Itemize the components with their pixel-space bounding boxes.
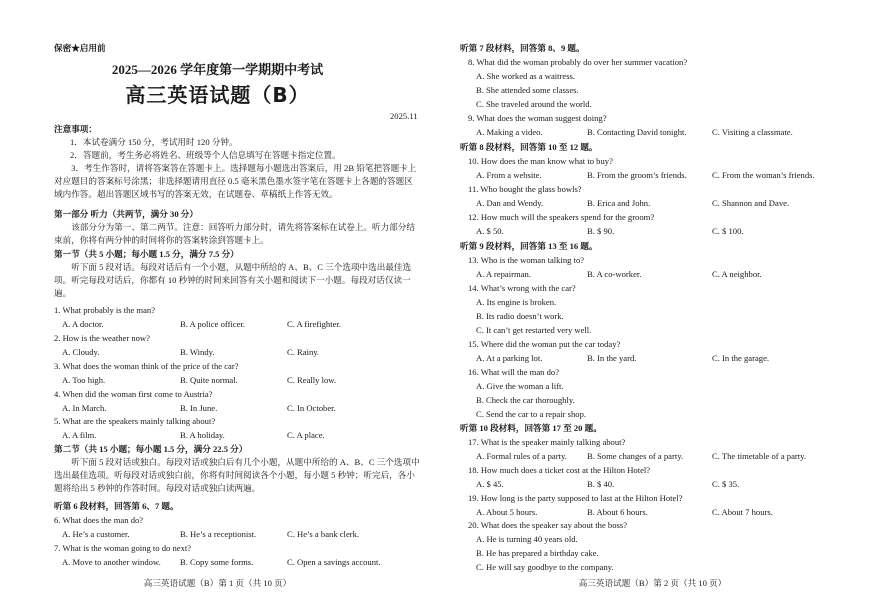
q8-option-c: C. She traveled around the world. (476, 99, 592, 109)
material-8-heading: 听第 8 段材料，回答第 10 至 12 题。 (460, 142, 598, 152)
question-11: 11. Who bought the glass bowls? (468, 184, 582, 194)
q11-option-b: B. Erica and John. (587, 198, 651, 208)
q16-option-b: B. Check the car thoroughly. (476, 395, 575, 405)
q10-option-b: B. From the groom’s friends. (587, 170, 687, 180)
q9-option-b: B. Contacting David tonight. (587, 127, 687, 137)
q1-option-c: C. A firefighter. (287, 319, 341, 329)
page-title: 高三英语试题（B） (125, 83, 310, 107)
q4-option-a: A. In March. (62, 403, 107, 413)
q7-option-c: C. Open a savings account. (287, 557, 381, 567)
secret-label: 保密★启用前 (54, 43, 106, 53)
exam-title: 2025—2026 学年度第一学期期中考试 (111, 62, 324, 77)
material-9-heading: 听第 9 段材料，回答第 13 至 16 题。 (460, 241, 598, 251)
question-13: 13. Who is the woman talking to? (468, 255, 585, 265)
q19-option-b: B. About 6 hours. (587, 507, 648, 517)
page-footer: 高三英语试题（B）第 1 页（共 10 页） (143, 578, 292, 588)
q11-option-c: C. Shannon and Dave. (712, 198, 790, 208)
q8-option-a: A. She worked as a waitress. (476, 71, 576, 81)
question-3: 3. What does the woman think of the price of the car? (54, 361, 239, 371)
q17-option-c: C. The timetable of a party. (712, 451, 807, 461)
page-footer: 高三英语试题（B）第 2 页（共 10 页） (578, 578, 727, 588)
q18-option-a: A. $ 45. (476, 479, 504, 489)
q6-option-c: C. He’s a bank clerk. (287, 529, 360, 539)
q3-option-c: C. Really low. (287, 375, 337, 385)
section2-title: 第二节（共 15 小题；每小题 1.5 分，满分 22.5 分） (54, 444, 248, 454)
question-16: 16. What will the man do? (468, 367, 560, 377)
q14-option-a: A. Its engine is broken. (476, 297, 557, 307)
question-19: 19. How long is the party supposed to last at the Hilton Hotel? (468, 493, 683, 503)
q12-option-b: B. $ 90. (587, 226, 615, 236)
q20-option-c: C. He will say goodbye to the company. (476, 562, 614, 572)
notice-item-2: 2．答题前，考生务必将姓名、班级等个人信息填写在答题卡指定位置。 (70, 150, 341, 160)
question-15: 15. Where did the woman put the car today? (468, 339, 621, 349)
exam-date: 2025.11 (390, 111, 418, 121)
part1-intro: 该部分分为第一、第二两节。注意：回答听力部分时，请先将答案标在试卷上。听力部分结束前，你将有两分钟的时间将你的答案转涂到答题卡上。 (54, 222, 415, 245)
q20-option-a: A. He is turning 40 years old. (476, 534, 578, 544)
q4-option-b: B. In June. (180, 403, 218, 413)
q12-option-c: C. $ 100. (712, 226, 744, 236)
question-14: 14. What’s wrong with the car? (468, 283, 576, 293)
question-4: 4. When did the woman first come to Austria? (54, 389, 213, 399)
q18-option-c: C. $ 35. (712, 479, 740, 489)
material-7-heading: 听第 7 段材料，回答第 8、9 题。 (460, 43, 585, 53)
q7-option-a: A. Move to another window. (62, 557, 161, 567)
notice-item-1: 1．本试卷满分 150 分，考试用时 120 分钟。 (70, 137, 238, 147)
page-2 (435, 0, 870, 615)
q10-option-a: A. From a website. (476, 170, 542, 180)
q5-option-a: A. A film. (62, 430, 97, 440)
q17-option-a: A. Formal rules of a party. (476, 451, 567, 461)
section2-intro: 听下面 5 段对话或独白。每段对话或独白后有几个小题，从题中所给的 A、B、C 三个选项中选出最佳选项。听每段对话或独白前，你将有时间阅读各个小题，每小题 5 秒钟；听完后，各小题将给出 5 秒钟的作答时间。每段对话或独白读两遍。 (54, 457, 420, 493)
part1-title: 第一部分 听力（共两节，满分 30 分） (54, 209, 198, 219)
q5-option-c: C. A place. (287, 430, 325, 440)
question-2: 2. How is the weather now? (54, 333, 150, 343)
material-10-heading: 听第 10 段材料，回答第 17 至 20 题。 (460, 423, 602, 433)
q15-option-c: C. In the garage. (712, 353, 770, 363)
q10-option-c: C. From the woman’s friends. (712, 170, 815, 180)
question-6: 6. What does the man do? (54, 515, 144, 525)
q12-option-a: A. $ 50. (476, 226, 504, 236)
question-7: 7. What is the woman going to do next? (54, 543, 192, 553)
q15-option-b: B. In the yard. (587, 353, 637, 363)
question-8: 8. What did the woman probably do over her summer vacation? (468, 57, 688, 67)
material-6-heading: 听第 6 段材料，回答第 6、7 题。 (54, 501, 179, 511)
q8-option-b: B. She attended some classes. (476, 85, 579, 95)
q6-option-a: A. He’s a customer. (62, 529, 130, 539)
q14-option-c: C. It can’t get restarted very well. (476, 325, 592, 335)
q5-option-b: B. A holiday. (180, 430, 225, 440)
q13-option-c: C. A neighbor. (712, 269, 762, 279)
question-17: 17. What is the speaker mainly talking about? (468, 437, 626, 447)
q2-option-a: A. Cloudy. (62, 347, 100, 357)
q20-option-b: B. He has prepared a birthday cake. (476, 548, 599, 558)
q11-option-a: A. Dan and Wendy. (476, 198, 544, 208)
q2-option-c: C. Rainy. (287, 347, 320, 357)
q13-option-b: B. A co-worker. (587, 269, 642, 279)
q18-option-b: B. $ 40. (587, 479, 615, 489)
q9-option-a: A. Making a video. (476, 127, 543, 137)
q1-option-a: A. A doctor. (62, 319, 104, 329)
question-18: 18. How much does a ticket cost at the Hilton Hotel? (468, 465, 651, 475)
q7-option-b: B. Copy some forms. (180, 557, 254, 567)
q13-option-a: A. A repairman. (476, 269, 531, 279)
question-10: 10. How does the man know what to buy? (468, 156, 613, 166)
q16-option-c: C. Send the car to a repair shop. (476, 409, 587, 419)
question-1: 1. What probably is the man? (54, 305, 156, 315)
q3-option-b: B. Quite normal. (180, 375, 238, 385)
question-9: 9. What does the woman suggest doing? (468, 113, 607, 123)
q17-option-b: B. Some changes of a party. (587, 451, 684, 461)
notice-heading: 注意事项： (54, 124, 97, 134)
q4-option-c: C. In October. (287, 403, 336, 413)
q15-option-a: A. At a parking lot. (476, 353, 543, 363)
section1-title: 第一节（共 5 小题；每小题 1.5 分，满分 7.5 分） (54, 249, 239, 259)
q1-option-b: B. A police officer. (180, 319, 245, 329)
q19-option-c: C. About 7 hours. (712, 507, 773, 517)
notice-item-3: 3．考生作答时，请将答案答在答题卡上。选择题每小题选出答案后，用 2B 铅笔把答题卡上对应题目的答案标号涂黑；非选择题请用直径 0.5 毫米黑色墨水签字笔在答题卡上各题的答题区域内作答。超出答题区域书写的答案无效，在试题卷、草稿纸上作答无效。 (54, 163, 417, 199)
q19-option-a: A. About 5 hours. (476, 507, 538, 517)
q2-option-b: B. Windy. (180, 347, 215, 357)
question-20: 20. What does the speaker say about the boss? (468, 520, 628, 530)
question-12: 12. How much will the speakers spend for the groom? (468, 212, 655, 222)
question-5: 5. What are the speakers mainly talking about? (54, 416, 216, 426)
q14-option-b: B. Its radio doesn’t work. (476, 311, 564, 321)
section1-intro: 听下面 5 段对话。每段对话后有一个小题，从题中所给的 A、B、C 三个选项中选出最佳选项。听完每段对话后，你都有 10 秒钟的时间来回答有关小题和阅读下一小题。每段对话仅读一遍。 (54, 262, 412, 298)
q3-option-a: A. Too high. (62, 375, 106, 385)
q16-option-a: A. Give the woman a lift. (476, 381, 564, 391)
q9-option-c: C. Visiting a classmate. (712, 127, 793, 137)
q6-option-b: B. He’s a receptionist. (180, 529, 257, 539)
